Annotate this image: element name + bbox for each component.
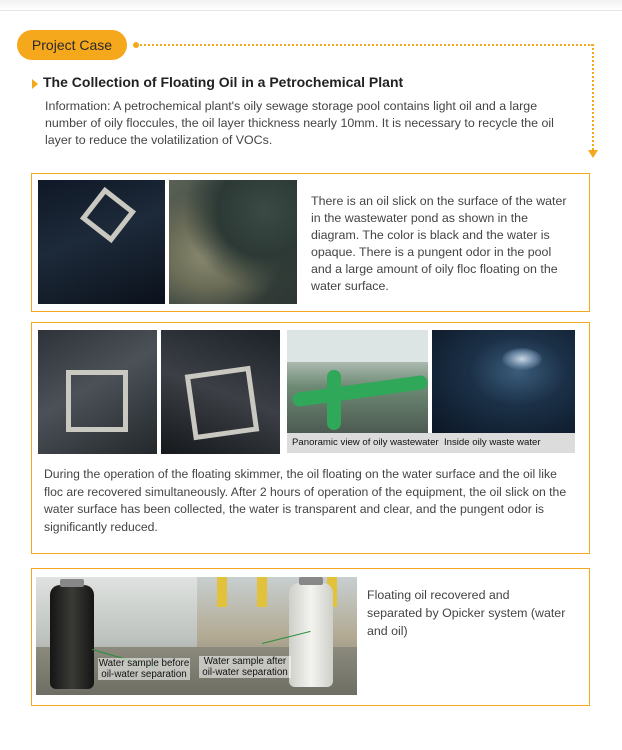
bottle-cap-shape [60,579,84,587]
section-label-text: Project Case [31,37,113,53]
green-pipe-shape [327,370,341,430]
caption-inside: Inside oily waste water [444,437,541,448]
label-before-separation: Water sample before oil-water separation [98,658,190,680]
operation-description: During the operation of the floating skimmer, the oil floating on the water surface and the oil like floc are recovered simultaneously. After 2 hours of operation of the equipment, the oil slick on the water surface has been collected, the water is transparent and clear, and the pungent odor is significantly reduced. [44,467,567,534]
sky-shape [287,330,428,362]
skimmer-closeup-photo [38,330,157,454]
case-title: The Collection of Floating Oil in a Petrochemical Plant [43,74,404,90]
panel-skimmer-operation [31,322,590,554]
panel-oil-slick [31,173,590,312]
arrow-down-icon [588,150,598,158]
light-reflection-shape [502,348,542,370]
green-pipe-shape [292,375,428,408]
section-label [17,30,127,60]
panoramic-wastewater-photo [287,330,428,433]
skimmer-frame-shape [80,187,136,243]
skimmer-angled-photo [161,330,280,454]
oil-slick-surface-photo [169,180,297,304]
skimmer-frame-shape [185,366,260,441]
inside-waste-water-photo [432,330,575,433]
yellow-post-shape [217,577,227,607]
oil-slick-description: There is an oil slick on the surface of the water in the wastewater pond as shown in the diagram. The color is black and the water is opaque. There is a pungent odor in the pool and a large amount of oily floc floating on the water surface. [311,194,567,293]
top-bar [0,0,622,11]
bottle-cap-shape [299,577,323,585]
label-after-separation: Water sample after oil-water separation [199,656,291,678]
skimmer-in-pond-photo [38,180,165,304]
dotted-connector-horizontal [137,44,593,46]
dark-bottle-shape [50,585,94,689]
triangle-bullet-icon [32,79,38,89]
dotted-connector-vertical [592,44,594,150]
separation-description: Floating oil recovered and separated by Opicker system (water and oil) [367,588,566,638]
yellow-post-shape [257,577,267,607]
case-information: Information: A petrochemical plant's oily sewage storage pool contains light oil and a large number of oily floccules, the oil layer thickness nearly 10mm. It is necessary to recycle the oil layer to reduce the volatilization of VOCs. [45,99,554,147]
caption-panoramic: Panoramic view of oily wastewater [292,437,439,448]
skimmer-frame-shape [66,370,128,432]
panel-water-samples [31,568,590,706]
